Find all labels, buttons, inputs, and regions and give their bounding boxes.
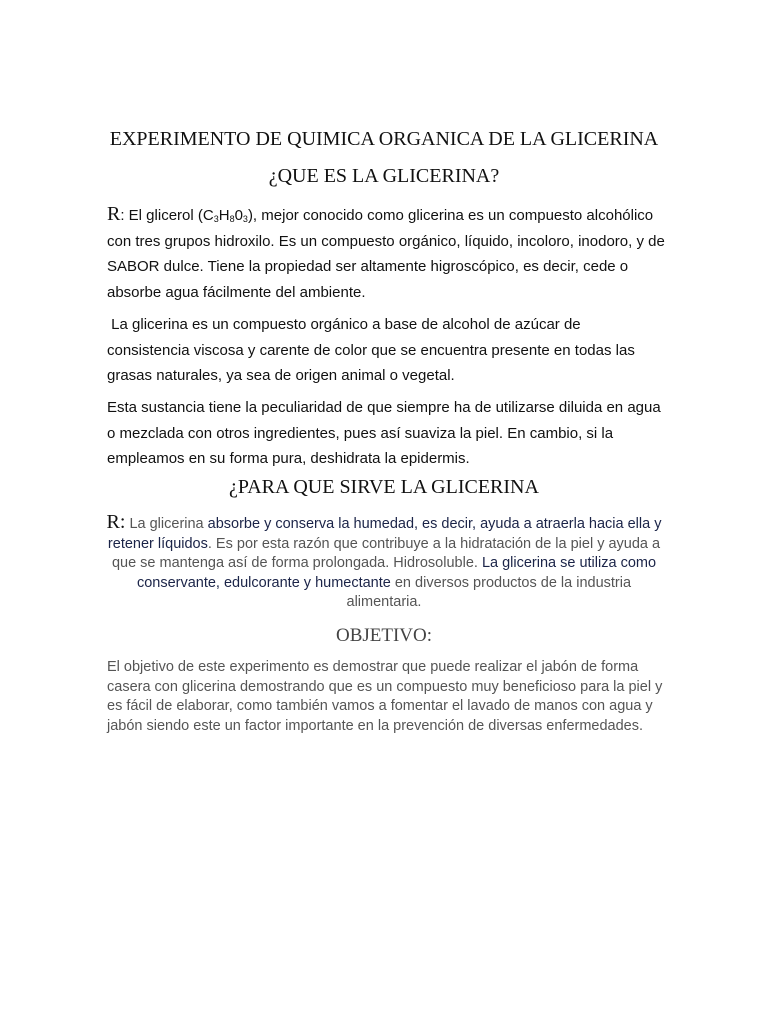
subscript: 8 [229,214,235,224]
subscript: 3 [242,214,248,224]
heading-objetivo: OBJETIVO: [335,625,433,646]
text-run: H [218,207,230,224]
paragraph-usos [103,513,665,613]
paragraph-objetivo: El objetivo de este experimento es demostrar que puede realizar el jabón de forma casera con glicerina demostrando que es un compuesto muy beneficioso para la piel y es fácil de elaborar, como también vamos a fomentar el lavado de manos con agua y jabón siendo este un factor importante en la prevención de diversas enfermedades. [107,659,663,734]
highlighted-text: absorbe y conserva la humedad, es decir, ayuda a atraerla hacia ella y retener líquidos [107,516,662,552]
heading-que-es: ¿QUE ES LA GLICERINA? [268,165,500,187]
text-run: en diversos productos de la industria alimentaria. [346,574,632,610]
paragraph-compuesto: La glicerina es un compuesto orgánico a base de alcohol de azúcar de consistencia viscosa y carente de color que se encuentra presente en todas las grasas naturales, ya sea de origen animal o vegetal. [107,316,639,384]
text-run: ), mejor conocido como glicerina es un compuesto alcohólico con tres grupos hidroxilo. Es un compuesto orgánico, líquido, incoloro, inodoro, y de SABOR dulce. Tiene la propiedad ser altamente higroscópico, es decir, cede o absorbe agua fácilmente del ambiente. [107,207,665,301]
subscript: 3 [213,214,219,224]
paragraph-peculiaridad: Esta sustancia tiene la peculiaridad de que siempre ha de utilizarse diluida en agua o mezclada con otros ingredientes, pues así suaviza la piel. En cambio, si la empleamos en su forma pura, deshidrata la epidermis. [107,399,661,467]
text-run: . Es por esta razón que contribuye a la hidratación de la piel y ayuda a que se mantenga así de forma prolongada. Hidrosoluble. [111,535,661,571]
answer-marker: R [107,203,121,225]
answer-marker: R: [106,511,126,533]
paragraph-definicion [107,202,667,305]
text-run: 0 [234,207,243,224]
document-title: EXPERIMENTO DE QUIMICA ORGANICA DE LA GLICERINA [109,128,659,150]
text-run: La glicerina [125,516,208,532]
highlighted-text: La glicerina se utiliza como conservante, edulcorante y humectante [136,555,657,591]
heading-para-que: ¿PARA QUE SIRVE LA GLICERINA [229,476,539,498]
text-run: : El glicerol (C [120,207,214,224]
